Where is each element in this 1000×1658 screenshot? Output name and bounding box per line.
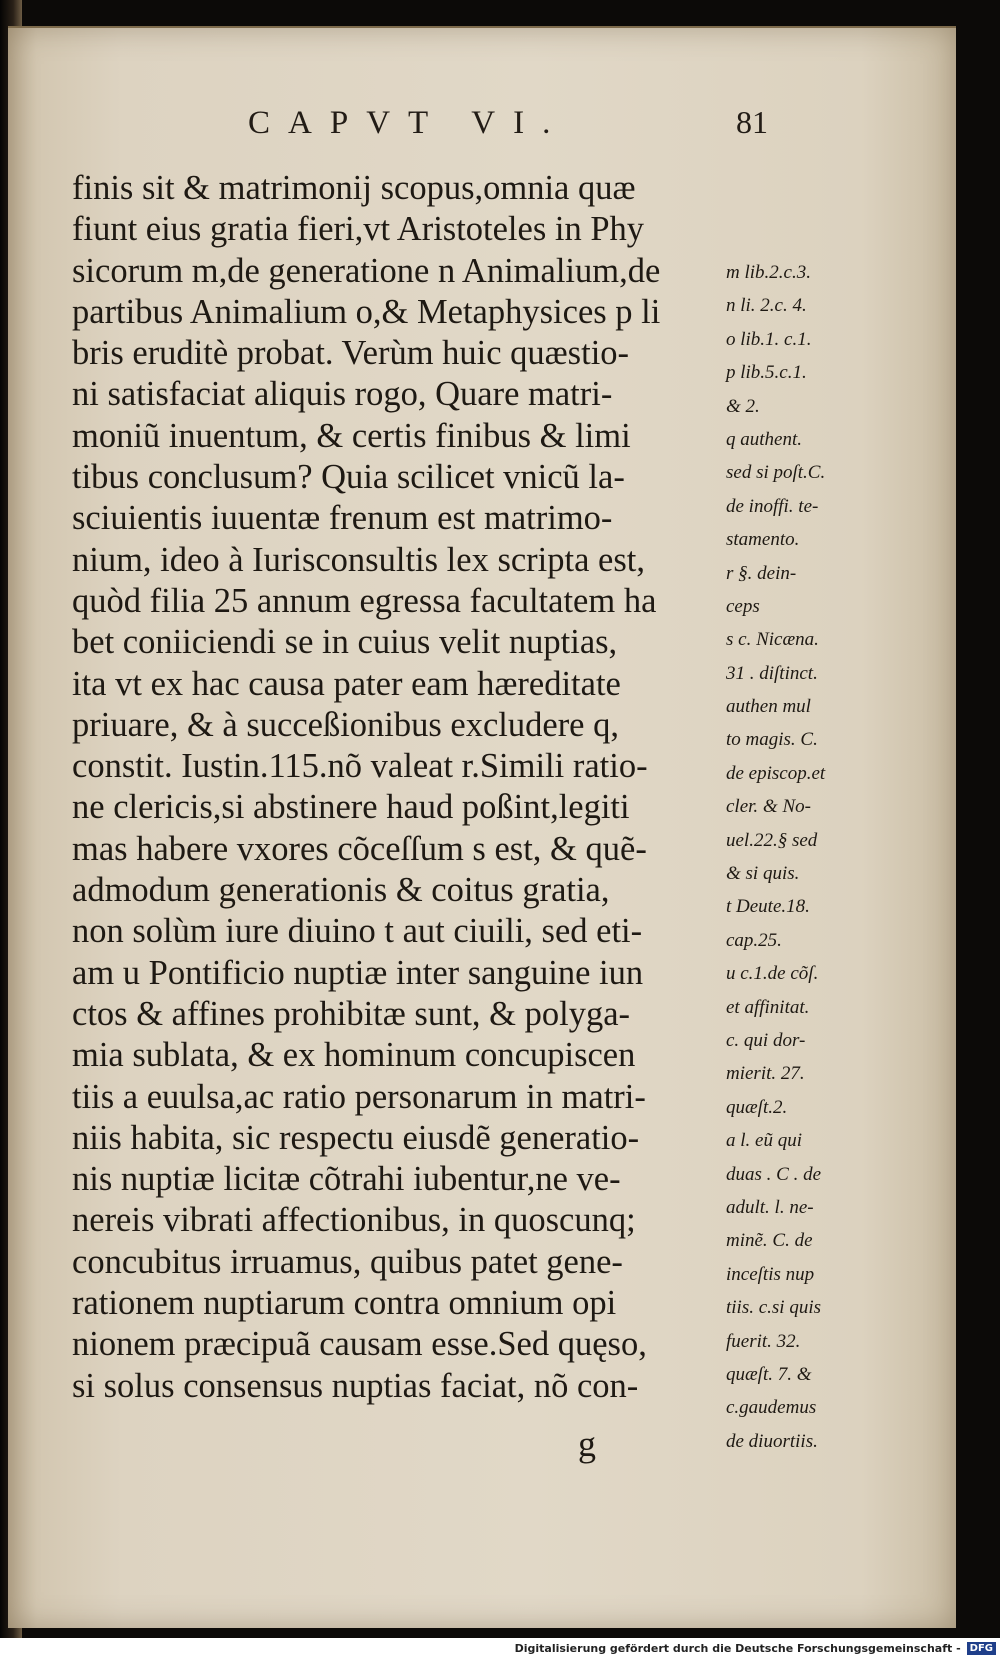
page-number: 81	[736, 104, 768, 140]
text-line: tibus conclusum? Quia scilicet vnicũ la-	[72, 458, 625, 497]
text-line: non solùm iure diuino t aut ciuili, sed eti-	[72, 912, 643, 951]
text-line: sciuientis iuuentæ frenum est matrimo-	[72, 499, 613, 538]
book-page	[8, 26, 956, 1628]
margin-note: sed si poſt.C.	[726, 462, 826, 484]
margin-note: p lib.5.c.1.	[726, 362, 807, 384]
margin-note: o lib.1. c.1.	[726, 328, 812, 350]
text-line: tiis a euulsa,ac ratio personarum in matri-	[72, 1077, 646, 1116]
margin-note: q authent.	[726, 428, 802, 450]
text-line: mas habere vxores cõceſſum s est, & quẽ-	[72, 829, 647, 868]
digitization-footer	[0, 1638, 1000, 1658]
margin-note: authen mul	[726, 696, 811, 718]
dfg-logo: DFG	[967, 1642, 996, 1655]
text-line: concubitus irruamus, quibus patet gene-	[72, 1242, 623, 1281]
margin-note: minẽ. C. de	[726, 1230, 813, 1252]
margin-note: stamento.	[726, 529, 800, 551]
text-line: fiunt eius gratia fieri,vt Aristoteles in Phy	[72, 210, 645, 249]
margin-note: c. qui dor-	[726, 1029, 806, 1051]
margin-note: c.gaudemus	[726, 1397, 817, 1419]
margin-note: de diuortiis.	[726, 1430, 818, 1452]
margin-note: de episcop.et	[726, 762, 826, 784]
text-line: si solus consensus nuptias faciat, nõ con-	[72, 1366, 639, 1405]
text-line: nium, ideo à Iurisconsultis lex scripta est,	[72, 540, 645, 579]
text-line: admodum generationis & coitus gratia,	[72, 871, 610, 910]
text-line: rationem nuptiarum contra omnium opi	[72, 1284, 617, 1323]
margin-note: inceſtis nup	[726, 1263, 815, 1285]
margin-note: mierit. 27.	[726, 1063, 805, 1085]
margin-note: et affinitat.	[726, 996, 810, 1018]
margin-note: s c. Nicæna.	[726, 629, 819, 651]
margin-note: quæſt.2.	[726, 1096, 788, 1118]
text-line: priuare, & à succeßionibus excludere q,	[72, 705, 619, 744]
text-line: mia sublata, & ex hominum concupiscen	[72, 1036, 636, 1075]
text-line: ita vt ex hac causa pater eam hæreditate	[72, 664, 621, 703]
margin-note: r §. dein-	[726, 562, 797, 584]
text-line: finis sit & matrimonij scopus,omnia quæ	[72, 169, 636, 207]
text-line: partibus Animalium o,& Metaphysices p li	[72, 292, 661, 331]
margin-note: cap.25.	[726, 929, 782, 951]
margin-note: m lib.2.c.3.	[726, 262, 811, 283]
text-line: nis nuptiæ licitæ cõtrahi iubentur,ne ve-	[72, 1160, 621, 1199]
margin-note: & si quis.	[726, 863, 800, 885]
text-line: sicorum m,de generatione n Animalium,de	[72, 251, 661, 290]
chapter-title: CAPVT VI.	[248, 105, 569, 141]
text-line: ne clericis,si abstinere haud poßint,legiti	[72, 788, 630, 827]
catchword: g	[578, 1424, 596, 1464]
text-line: niis habita, sic respectu eiusdẽ generatio-	[72, 1118, 640, 1157]
margin-note: a l. eũ qui	[726, 1130, 802, 1152]
text-line: bris eruditè probat. Verùm huic quæstio-	[72, 334, 630, 373]
margin-notes	[726, 256, 876, 1458]
margin-note: tiis. c.si quis	[726, 1297, 822, 1319]
margin-note: ceps	[726, 595, 760, 617]
text-line: ctos & affines prohibitæ sunt, & polyga-	[72, 994, 631, 1033]
text-line: am u Pontificio nuptiæ inter sanguine iun	[72, 953, 644, 992]
margin-note: fuerit. 32.	[726, 1330, 801, 1352]
margin-note: de inoffi. te-	[726, 495, 819, 517]
margin-note: t Deute.18.	[726, 896, 810, 918]
margin-note: n li. 2.c. 4.	[726, 295, 807, 317]
text-line: quòd filia 25 annum egressa facultatem ha	[72, 581, 657, 620]
text-line: ni satisfaciat aliquis rogo, Quare matri-	[72, 375, 613, 414]
text-line: nionem præcipuã causam esse.Sed quęso,	[72, 1325, 647, 1364]
margin-note: duas . C . de	[726, 1163, 821, 1185]
body-text	[72, 168, 732, 1407]
text-line: bet coniiciendi se in cuius velit nuptias,	[72, 623, 618, 662]
margin-note: adult. l. ne-	[726, 1196, 814, 1218]
text-line: constit. Iustin.115.nõ valeat r.Simili ratio-	[72, 747, 648, 786]
text-line: moniũ inuentum, & certis finibus & limi	[72, 416, 631, 455]
text-line: nereis vibrati affectionibus, in quoscunq;	[72, 1201, 636, 1240]
margin-note: to magis. C.	[726, 729, 818, 751]
margin-note: uel.22.§ sed	[726, 829, 818, 851]
margin-note: 31 . diſtinct.	[726, 662, 818, 684]
margin-note: u c.1.de cõſ.	[726, 963, 819, 985]
margin-note: & 2.	[726, 395, 760, 417]
margin-note: cler. & No-	[726, 796, 811, 818]
running-head	[248, 104, 768, 142]
footer-credit: Digitalisierung gefördert durch die Deutsche Forschungsgemeinschaft -	[514, 1641, 961, 1655]
margin-note: quæſt. 7. &	[726, 1363, 812, 1385]
